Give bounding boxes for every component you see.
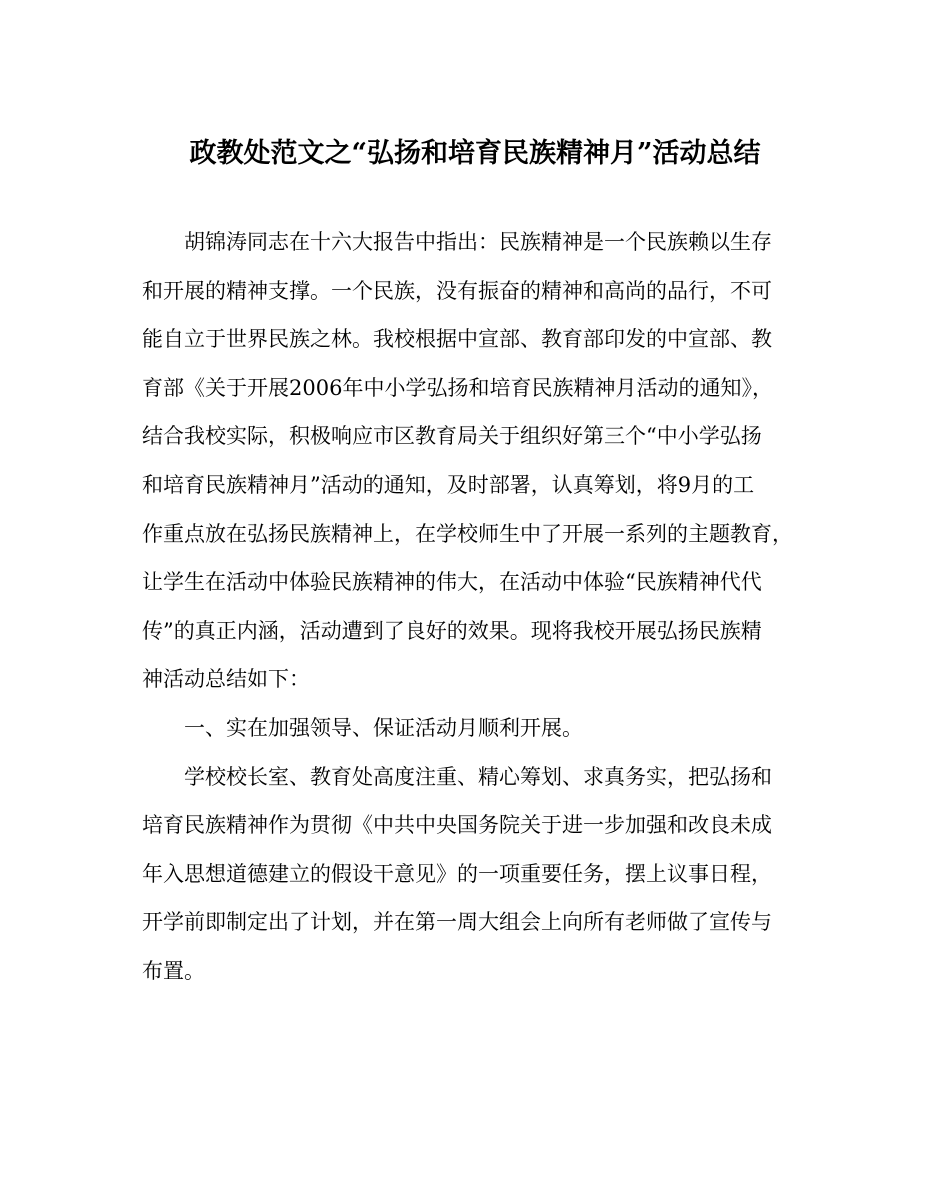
paragraph-line: 胡锦涛同志在十六大报告中指出：民族精神是一个民族赖以生存 <box>184 230 772 254</box>
paragraph-line: 能自立于世界民族之林。我校根据中宣部、教育部印发的中宣部、教 <box>142 327 772 352</box>
paragraph-line: 作重点放在弘扬民族精神上，在学校师生中了开展一系列的主题教育， <box>142 521 793 546</box>
paragraph-line: 学校校长室、教育处高度注重、精心筹划、求真务实，把弘扬和 <box>184 764 772 789</box>
paragraph-line: 和培育民族精神月”活动的通知，及时部署，认真筹划，将9月的工 <box>142 472 755 497</box>
paragraph-line: 年入思想道德建立的假设干意见》的一项重要任务，摆上议事日程， <box>142 861 772 886</box>
paragraph-line: 和开展的精神支撑。一个民族，没有振奋的精神和高尚的品行，不可 <box>142 278 772 303</box>
paragraph-line: 布置。 <box>142 958 205 983</box>
document-title: 政教处范文之“弘扬和培育民族精神月”活动总结 <box>189 138 761 169</box>
paragraph-line: 传”的真正内涵，活动遭到了良好的效果。现将我校开展弘扬民族精 <box>142 618 762 643</box>
section-heading: 一、实在加强领导、保证活动月顺利开展。 <box>184 715 583 740</box>
document-body <box>142 218 808 996</box>
paragraph-line: 育部《关于开展2006年中小学弘扬和培育民族精神月活动的通知》， <box>142 375 773 400</box>
paragraph-line: 让学生在活动中体验民族精神的伟大，在活动中体验“民族精神代代 <box>142 570 762 595</box>
paragraph-line: 开学前即制定出了计划，并在第一周大组会上向所有老师做了宣传与 <box>142 910 772 935</box>
paragraph-line: 神活动总结如下： <box>142 667 310 692</box>
paragraph-line: 结合我校实际，积极响应市区教育局关于组织好第三个“中小学弘扬 <box>142 424 762 449</box>
paragraph-line: 培育民族精神作为贯彻《中共中央国务院关于进一步加强和改良未成 <box>142 813 772 838</box>
